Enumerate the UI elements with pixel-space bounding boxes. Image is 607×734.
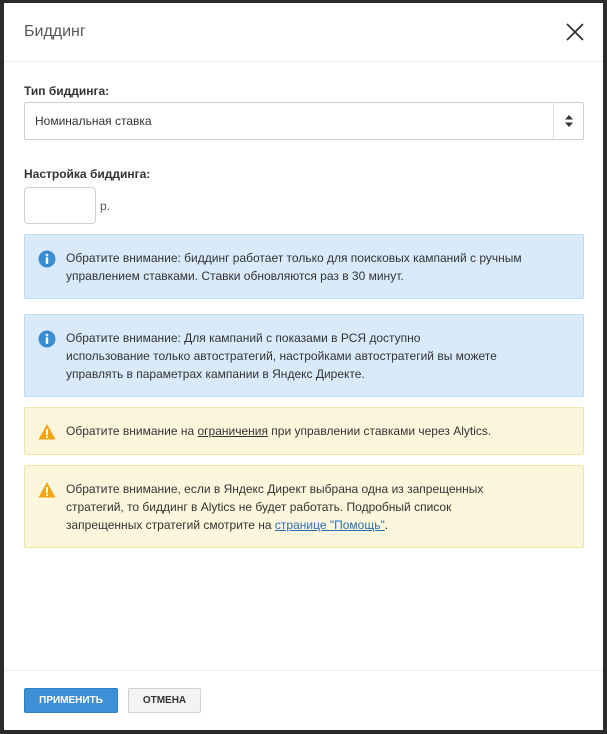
notice-limitations <box>24 407 584 455</box>
info-icon <box>38 250 56 268</box>
bidding-setting-label: Настройка биддинга: <box>24 167 151 181</box>
bidding-modal <box>4 3 603 730</box>
bidding-type-select[interactable] <box>24 102 584 140</box>
notice-text: Обратите внимание на ограничения при управлении ставками через Alytics. <box>66 424 492 438</box>
modal-footer <box>4 670 603 730</box>
limitations-link[interactable]: ограничения <box>197 424 268 438</box>
warning-icon <box>38 423 56 441</box>
modal-body <box>4 62 603 548</box>
close-icon <box>566 23 584 41</box>
modal-title: Биддинг <box>24 23 86 40</box>
cancel-button[interactable]: ОТМЕНА <box>128 688 201 713</box>
info-icon <box>38 330 56 348</box>
select-arrows-icon <box>553 103 583 139</box>
notice-text: Обратите внимание: биддинг работает только для поисковых кампаний с ручным управлением ставками. Ставки обновляются раз в 30 минут. <box>66 251 522 283</box>
modal-header <box>4 3 603 62</box>
notice-text: Обратите внимание: Для кампаний с показами в РСЯ доступно использование только автостратегий, настройками автостратегий вы можете управлять в параметрах кампании в Яндекс Директе. <box>66 331 497 381</box>
notice-search-only <box>24 234 584 299</box>
bidding-type-label: Тип биддинга: <box>24 84 110 98</box>
currency-unit: р. <box>100 198 111 213</box>
notice-forbidden-strategies <box>24 465 584 548</box>
bid-amount-input[interactable] <box>24 187 96 224</box>
help-page-link[interactable]: странице "Помощь" <box>274 518 385 532</box>
notice-text: Обратите внимание, если в Яндекс Директ выбрана одна из запрещенных стратегий, то биддинг в Alytics не будет работать. Подробный список запрещенных стратегий смотрите на странице "Помощь". <box>66 482 484 532</box>
bidding-type-selected: Номинальная ставка <box>35 114 152 128</box>
warning-icon <box>38 481 56 499</box>
apply-button[interactable]: ПРИМЕНИТЬ <box>24 688 118 713</box>
close-button[interactable] <box>563 20 587 44</box>
notice-rsya <box>24 314 584 397</box>
